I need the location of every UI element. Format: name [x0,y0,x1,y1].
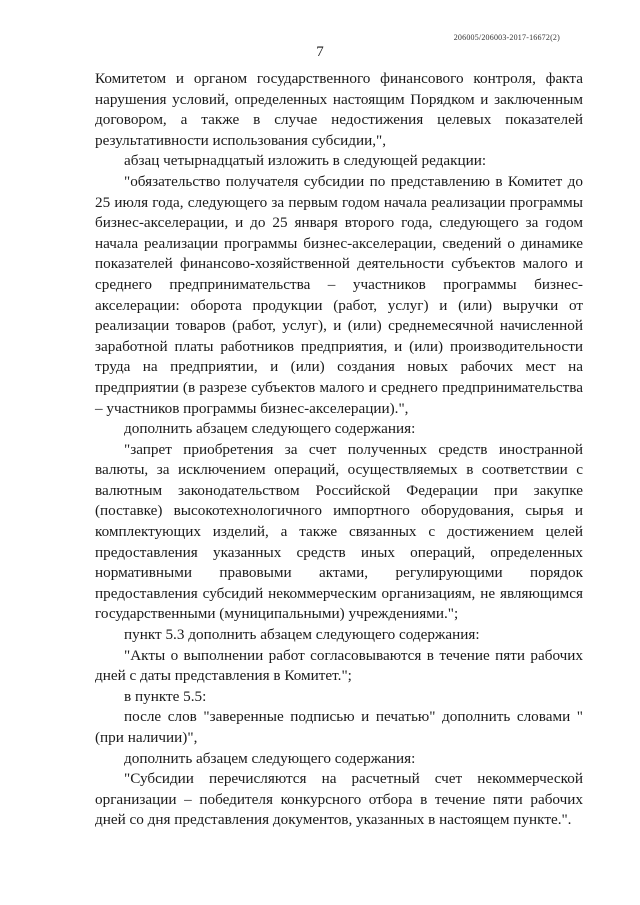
document-body [95,69,583,831]
page-number: 7 [316,44,324,60]
paragraph-quote: "запрет приобретения за счет полученных средств иностранной валюты, за исключением операций, осуществляемых в соответствии с валютным законодательством Российской Федерации при закупке (поставке) высокотехнологичного импортного оборудования, сырья и комплектующих изделий, а также связанных с достижением целей предоставления указанных средств иных операций, определенных нормативными правовыми актами, регулирующими порядок предоставления субсидий некоммерческим организациям, не являющимся государственными (муниципальными) учреждениями."; [95,440,583,623]
paragraph-quote: "Акты о выполнении работ согласовываются в течение пяти рабочих дней с даты представления в Комитет."; [95,646,583,685]
paragraph-instruction: дополнить абзацем следующего содержания: [124,749,416,767]
paragraph-quote: "обязательство получателя субсидии по представлению в Комитет до 25 июля года, следующего за первым годом начала реализации программы бизнес-акселерации, и до 25 января второго года, следующего за годом начала реализации программы бизнес-акселерации, сведений о динамике показателей финансово-хозяйственной деятельности субъектов малого и среднего предпринимательства – участников программы бизнес-акселерации: оборота продукции (работ, услуг) и (или) выручки от реализации товаров (работ, услуг), и (или) среднемесячной начисленной заработной платы работников предприятия, и (или) производительности труда на предприятии, и (или) создания новых рабочих мест на предприятии (в разрезе субъектов малого и среднего предпринимательства – участников программы бизнес-акселерации).", [95,172,583,417]
paragraph-continuation: Комитетом и органом государственного финансового контроля, факта нарушения условий, определенных настоящим Порядком и заключенным договором, а также в случае недостижения целевых показателей результативности использования субсидии,", [95,70,583,149]
paragraph-instruction: после слов "заверенные подписью и печатью" дополнить словами "(при наличии)", [95,708,583,746]
paragraph-instruction: дополнить абзацем следующего содержания: [124,420,416,438]
paragraph-instruction: абзац четырнадцатый изложить в следующей редакции: [124,152,487,170]
paragraph-instruction: пункт 5.3 дополнить абзацем следующего содержания: [124,626,480,644]
document-code: 206005/206003-2017-16672(2) [453,33,560,42]
paragraph-quote: "Субсидии перечисляются на расчетный счет некоммерческой организации – победителя конкурсного отбора в течение пяти рабочих дней со дня представления документов, указанных в настоящем пункте.". [95,770,583,829]
paragraph-instruction: в пункте 5.5: [124,687,207,705]
